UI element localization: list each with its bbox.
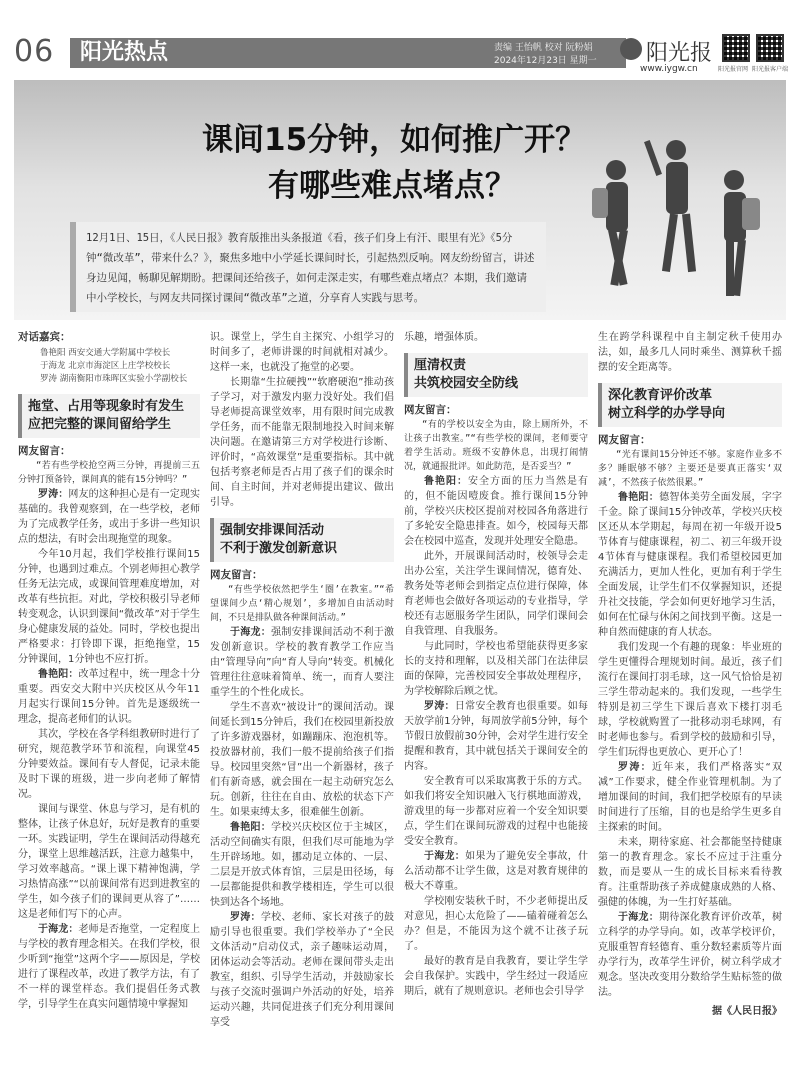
paragraph	[210, 625, 394, 700]
subheading-line: 应把完整的课间留给学生	[28, 417, 172, 432]
sun-logo-icon	[620, 38, 642, 60]
headline-line-1: 课间15分钟，如何推广开？	[202, 122, 587, 158]
reader-comment: “光有课间15分钟还不够。家庭作业多不多？睡眠够不够？主要还是要真正落实‘双减’，不然孩子依然很累。”	[598, 450, 782, 488]
qr-code-icon[interactable]	[756, 34, 784, 62]
paragraph	[18, 487, 200, 547]
comment-heading: 网友留言：	[598, 434, 651, 446]
paragraph-text: 老师是否拖堂，一定程度上与学校的教育理念相关。在我们学校，很少听到“拖堂”这两个字——原因是，学校进行了课程改革，改进了教学方法，有了不一样的课堂样态。我们提倡任务式教学，引导学生在真实问题情境中掌握知	[18, 924, 201, 1010]
subheading	[404, 353, 588, 397]
comment-heading: 网友留言：	[18, 445, 71, 457]
paragraph: 学生不喜欢“被设计”的课间活动。课间延长到15分钟后，我们在校园里新投放了许多游戏器材，如蹦蹦床、泡泡机等。投放器材前，我们一般不提前给孩子们指导。校园里突然“冒”出一个新器材，孩子们有新奇感，就会围在一起主动研究怎么玩。创新，往往在自由、放松的状态下产生。如果束缚太多，很难催生创新。	[210, 702, 394, 818]
guests-heading: 对话嘉宾：	[18, 331, 71, 343]
paragraph-text: 如果为了避免安全事故，什么活动都不让学生做，这是对教育规律的极大不尊重。	[404, 851, 589, 892]
speaker: 鲁艳阳：	[618, 492, 660, 503]
paragraph-text: 近年来，我们严格落实“双减”工作要求，健全作业管理机制。为了增加课间的时间，我们把学校原有的早读时间进行了压缩，目的也是给学生更多自主探索的时间。	[598, 762, 782, 833]
subheading-line: 强制安排课间活动	[220, 523, 325, 538]
paragraph-text: 安全方面的压力当然是有的，但不能因噎废食。推行课间15分钟前，学校兴庆校区提前对校园各角落进行了多轮安全隐患排查。如今，校园每天都会在校园中巡查，发现并处理安全隐患。	[404, 476, 588, 547]
subheading	[598, 383, 782, 427]
paragraph-text: 德智体美劳全面发展，字字千金。除了课间15分钟改革，学校兴庆校区还从本学期起，每周在初一年级开设5节体育与健康课程，初二、初三年级开设4节体育与健康课程。我们希望校园更加充满活力，更加人性化，更加有利于学生全面发展，让学生们不仅掌握知识，还提升社交技能，学会如何更好地学习生活，如何在忙碌与休闲之间找到平衡。这是一种自然而健康的育人状态。	[598, 492, 783, 638]
reader-comment: “有的学校以安全为由，除上厕所外，不让孩子出教室。”“有些学校的课间，老师要守着学生活动。班级不安静休息，出现打闹情况，就通报批评。如此防范，是否妥当？”	[404, 420, 588, 472]
paragraph-text: 日常安全教育也很重要。如每天放学前1分钟，每周放学前5分钟，每个节假日放假前30分钟，会对学生进行安全提醒和教育，其中就包括关于课间安全的内容。	[404, 701, 589, 772]
column-3	[404, 330, 588, 999]
column-2	[210, 330, 394, 1030]
logo-name: 阳光报	[646, 41, 713, 66]
source-credit: 据《人民日报》	[712, 1006, 782, 1017]
qr-caption: 阳光报客户端	[752, 66, 789, 73]
paragraph: 长期靠“生拉硬拽”“软磨硬泡”推动孩子学习，对于激发内驱力没好处。我们倡导老师提高课堂效率，用有限时间完成教学任务，而不能靠无限制地投入时间来解决问题。在邀请第三方对学校进行诊断、评价时，“高效课堂”是重要指标。其中就包括考察老师是否占用了孩子们的课余时间、自主时间，并对老师提出建议、做出引导。	[210, 377, 394, 508]
paragraph	[18, 922, 200, 1012]
subheading	[18, 394, 200, 438]
paragraph	[598, 910, 782, 1000]
paragraph: 生在跨学科课程中自主制定秋千使用办法，如，最多几人同时乘坐、测算秋千摇摆的安全距离等。	[598, 332, 782, 373]
paragraph: 未来，期待家庭、社会都能坚持健康第一的教育理念。家长不应过于注重分数，而是要从一生的成长目标来看待教育。注重帮助孩子养成健康成熟的人格、强健的体魄，为一生打好基础。	[598, 837, 782, 908]
guest-item: 鲁艳阳 西安交通大学附属中学校长	[40, 348, 171, 358]
subheading-line: 不利于激发创新意识	[220, 541, 338, 556]
paragraph: 学校刚安装秋千时，不少老师提出反对意见，担心太危险了——磕着碰着怎么办？但是，不能因为这个就不让孩子玩了。	[404, 896, 588, 952]
paragraph: 识。课堂上，学生自主探究、小组学习的时间多了，老师讲课的时间就相对减少。这样一来，也就没了拖堂的必要。	[210, 332, 394, 373]
reader-comment: “有些学校依然把学生‘圈’在教室。”“希望课间少点‘精心规划’，多增加自由活动时间，不只是排队做各种课间活动。”	[210, 585, 394, 623]
speaker: 于海龙：	[230, 627, 272, 638]
section-title: 阳光热点	[80, 40, 169, 65]
paragraph	[210, 820, 394, 910]
paragraph	[404, 699, 588, 774]
subheading	[210, 518, 394, 562]
subheading-line: 深化教育评价改革	[608, 388, 713, 403]
paragraph	[18, 667, 200, 727]
paragraph-text: 学校兴庆校区位于主城区，活动空间确实有限，但我们尽可能地为学生开辟场地。如，挪动足立体的、一层、二层是开放式体育馆，三层是田径场，每一层都能提供和教学楼相连，学生可以很快到达各个场地。	[210, 822, 395, 908]
paragraph-text: 改革过程中，统一理念十分重要。西安交大附中兴庆校区从今年11月起实行课间15分钟。首先是逐级统一理念，提高老师们的认识。	[18, 669, 201, 725]
speaker: 罗涛：	[424, 701, 455, 712]
paragraph-text: 网友的这种担心是有一定现实基础的。我曾观察到，在一些学校，老师为了完成教学任务，或出于多讲一些知识点的想法，有时会出现拖堂的现象。	[18, 489, 201, 545]
paragraph	[598, 490, 782, 640]
intro-box: 12月1日、15日，《人民日报》教育版推出头条报道《看，孩子们身上有汗、眼里有光》《5分钟“微改革”，带来什么？》，聚焦多地中小学延长课间时长，引起热烈反响。网友纷纷留言，讲述身边见闻，畅聊见解期盼。把课间还给孩子，如何走深走实，有哪些难点堵点？本期，我们邀请中小学校长，与网友共同探讨课间“微改革”之道，分享育人实践与思考。	[70, 222, 546, 312]
students-illustration-icon	[576, 130, 776, 310]
website-url[interactable]: www.iygw.cn	[640, 64, 698, 74]
speaker: 于海龙：	[38, 924, 79, 935]
subheading-line: 拖堂、占用等现象时有发生	[28, 399, 185, 414]
page-number: 06	[14, 34, 55, 69]
reader-comment: “若有些学校抢空两三分钟，再提前三五分钟打预备铃，课间真的能有15分钟吗？”	[18, 461, 200, 485]
editors-line: 责编 王怡帆 校对 阮粉娟	[494, 43, 593, 53]
paragraph: 此外，开展课间活动时，校领导会走出办公室，关注学生课间情况，德育处、教务处等老师会到指定点位进行保障，体育老师也会做好各项运动的专业指导，学校还有志愿服务学生团队，同学们课间会自我管理、自我服务。	[404, 551, 588, 637]
subheading-line: 共筑校园安全防线	[414, 376, 519, 391]
guest-item: 于海龙 北京市海淀区上庄学校校长	[40, 361, 171, 371]
guest-item: 罗涛 湖南衡阳市珠晖区实验小学副校长	[40, 374, 188, 384]
paragraph: 安全教育可以采取寓教于乐的方式。如我们将安全知识融入飞行棋地面游戏，游戏里的每一步都对应着一个安全知识要点，学生们在课间玩游戏的过程中也能接受安全教育。	[404, 776, 588, 847]
speaker: 罗涛：	[618, 762, 653, 773]
speaker: 鲁艳阳：	[230, 822, 272, 833]
paragraph: 其次，学校在各学科组教研时进行了研究，规范教学环节和流程，向课堂45分钟要效益。课间有专人督促，记录未能及时下课的班级，进一步向老师了解情况。	[18, 729, 200, 800]
paragraph: 课间与课堂、休息与学习，是有机的整体，让孩子休息好，玩好是教育的重要一环。实践证明，学生在课间活动得越充分，课堂上思维越活跃，注意力越集中，学习效率越高。“课上课下精神饱满，学习热情高涨”“以前课间常有迟到进教室的学生，如今孩子们的课间更从容了”……这是老师们写下的心声。	[18, 804, 200, 920]
speaker: 鲁艳阳：	[38, 669, 79, 680]
date-line: 2024年12月23日 星期一	[494, 56, 597, 66]
paragraph: 与此同时，学校也希望能获得更多家长的支持和理解，以及相关部门在法律层面的保障，完善校园安全事故处理程序，为学校解除后顾之忧。	[404, 641, 588, 697]
speaker: 罗涛：	[230, 912, 261, 923]
paragraph: 我们发现一个有趣的现象：毕业班的学生更懂得合理规划时间。最近，孩子们流行在课间打羽毛球，这一风气恰恰是初三学生带动起来的。我们发现，一些学生特别是初三学生下课后喜欢下楼打羽毛球，学校就购置了一批移动羽毛球网，有时老师也参与。看到学校的鼓励和引导，学生们玩得也更放心、更开心了！	[598, 642, 782, 758]
paragraph: 最好的教育是自我教育，要让学生学会自我保护。实践中，学生经过一段适应期后，就有了规则意识。老师也会引导学	[404, 956, 588, 997]
subheading-line: 树立科学的办学导向	[608, 406, 726, 421]
paragraph: 乐趣，增强体质。	[404, 332, 484, 343]
paragraph-text: 学校、老师、家长对孩子的鼓励引导也很重要。我们学校举办了“全民文体活动”启动仪式，亲子趣味运动周，团体运动会等活动。老师在课间带头走出教室，组织、引导学生活动，并鼓励家长与孩子交流时强调户外活动的好处，培养运动兴趣，共同促进孩子们充分利用课间享受	[210, 912, 395, 1028]
paragraph: 今年10月起，我们学校推行课间15分钟，也遇到过难点。个别老师担心教学任务无法完成，或课间管理难度增加，对改革有些抗拒。对此，学校积极引导老师转变观念，认识到课间“微改革”对于学生身心健康发展的益处。同时，学校也提出严格要求：打铃即下课，拒绝拖堂，15分钟课间，1分钟也不应打折。	[18, 549, 200, 665]
paragraph	[210, 910, 394, 1030]
column-1	[18, 330, 200, 1012]
speaker: 于海龙：	[424, 851, 466, 862]
paragraph-text: 强制安排课间活动不利于激发创新意识。学校的教育教学工作应当由“管理导向”向“育人导向”转变。机械化管理往往意味着简单、统一，而育人要注重学生的个性化成长。	[210, 627, 395, 698]
paragraph-text: 期待深化教育评价改革，树立科学的办学导向。如，改革学校评价，克服重智育轻德育、重分数轻素质等片面办学行为，改革学生评价，树立科学成才观念。坚决改变用分数给学生贴标签的做法。	[598, 912, 783, 998]
comment-heading: 网友留言：	[210, 569, 263, 581]
paragraph	[598, 760, 782, 835]
paragraph	[404, 474, 588, 549]
subheading-line: 厘清权责	[414, 358, 467, 373]
speaker: 鲁艳阳：	[424, 476, 468, 487]
paragraph	[404, 849, 588, 894]
qr-code-icon[interactable]	[722, 34, 750, 62]
newspaper-logo[interactable]	[620, 34, 720, 74]
headline-line-2: 有哪些难点堵点？	[268, 168, 516, 204]
speaker: 罗涛：	[38, 489, 69, 500]
qr-caption: 阳光报官网	[718, 66, 749, 73]
column-4	[598, 330, 782, 1019]
speaker: 于海龙：	[618, 912, 660, 923]
comment-heading: 网友留言：	[404, 404, 457, 416]
